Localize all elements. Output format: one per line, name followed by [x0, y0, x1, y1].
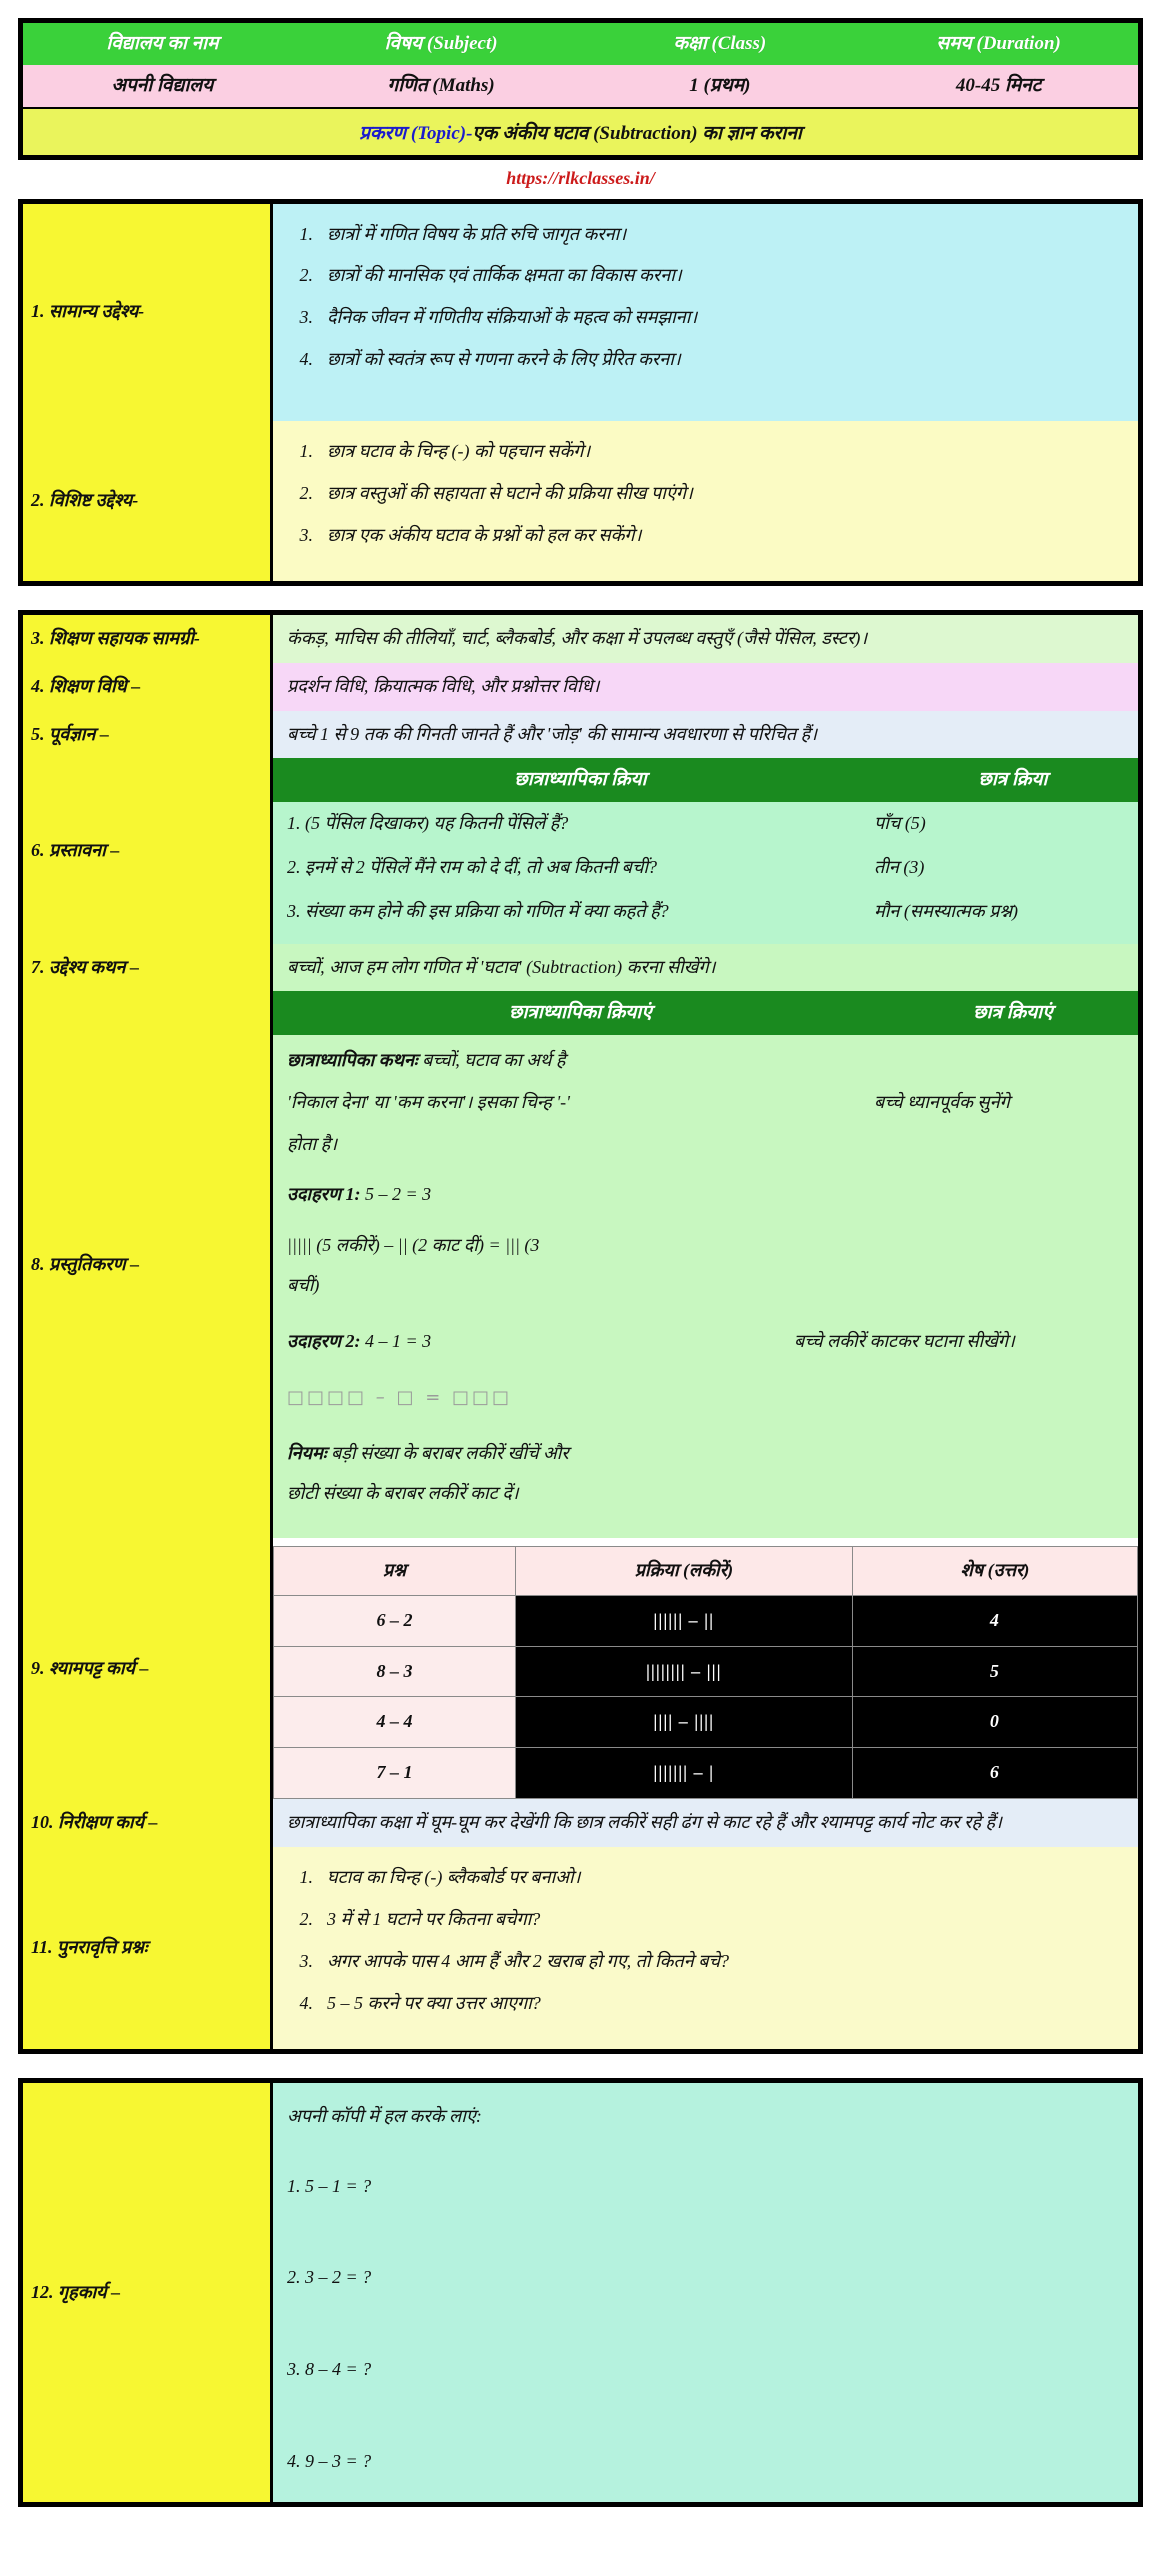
- introduction-label: 6. प्रस्तावना –: [23, 758, 273, 943]
- homework-item: 2. 3 – 2 = ?: [287, 2267, 372, 2288]
- intro-question: 3. संख्या कम होने की इस प्रक्रिया को गणित में क्या कहते हैं?: [287, 900, 669, 921]
- spacer: [287, 557, 1124, 571]
- item-number: 1.: [299, 1867, 313, 1888]
- student-activities-header: छात्र क्रियाएं: [973, 1002, 1053, 1024]
- list-item: [287, 255, 1124, 297]
- item-text: छात्रों की मानसिक एवं तार्किक क्षमता का विकास करना।: [327, 265, 682, 286]
- intro-qa-item: [287, 802, 1124, 846]
- sign-explanation: 'निकाल देना' या 'कम करना'। इसका चिन्ह '-': [287, 1091, 571, 1112]
- table-row: [274, 1595, 1138, 1646]
- homework-block: [18, 2078, 1143, 2507]
- example-2-line: [287, 1328, 794, 1356]
- section-gap: [18, 586, 1143, 610]
- list-item: [287, 339, 1124, 381]
- header-val-class: 1 (प्रथम): [581, 65, 860, 107]
- list-item: [287, 1983, 1124, 2025]
- materials-label: 3. शिक्षण सहायक सामग्री-: [23, 615, 273, 663]
- teacher-activities-header: छात्राध्यापिका क्रियाएं: [509, 1002, 652, 1024]
- prior-knowledge-text: बच्चे 1 से 9 तक की गिनती जानते हैं और 'जोड़' की सामान्य अवधारणा से परिचित हैं।: [273, 711, 1138, 759]
- rule-label: नियमः: [287, 1442, 327, 1463]
- supervision-row: [23, 1799, 1138, 1847]
- example-1-text: 5 – 2 = 3: [365, 1183, 432, 1204]
- blackboard-table: [273, 1546, 1138, 1799]
- header-block: [18, 18, 1143, 160]
- intro-question: 1. (5 पेंसिल दिखाकर) यह कितनी पेंसिलें हैं?: [287, 812, 569, 833]
- cell-question: 6 – 2: [274, 1595, 516, 1646]
- list-item: [287, 1857, 1124, 1899]
- item-text: छात्र वस्तुओं की सहायता से घटाने की प्रक्रिया सीख पाएंगे।: [327, 482, 693, 503]
- general-objectives-label: 1. सामान्य उद्देश्य-: [23, 204, 273, 422]
- method-label: 4. शिक्षण विधि –: [23, 663, 273, 711]
- method-row: [23, 663, 1138, 711]
- introduction-activity-band: [273, 758, 1138, 801]
- general-objectives-row: [23, 204, 1138, 422]
- item-number: 3.: [299, 524, 313, 545]
- item-number: 4.: [299, 349, 313, 370]
- main-block: [18, 610, 1143, 2054]
- revision-questions-row: [23, 1847, 1138, 2049]
- header-column-values: [23, 65, 1138, 107]
- specific-objectives-list: [287, 431, 1124, 557]
- cell-answer: 0: [852, 1697, 1137, 1748]
- aim-statement-label: 7. उद्देश्य कथन –: [23, 944, 273, 992]
- cell-process: |||||||| – |||: [515, 1646, 852, 1697]
- cell-process: |||| – ||||: [515, 1697, 852, 1748]
- prior-knowledge-label: 5. पूर्वज्ञान –: [23, 711, 273, 759]
- spacer: [287, 381, 1124, 411]
- cell-answer: 6: [852, 1748, 1137, 1799]
- header-col-school: विद्यालय का नाम: [23, 23, 302, 65]
- spacer: [287, 2298, 1124, 2350]
- student-activity-header: छात्र क्रिया: [978, 769, 1048, 791]
- spacer: [287, 1514, 1124, 1528]
- cell-process: |||||| – ||: [515, 1595, 852, 1646]
- list-item: [287, 515, 1124, 557]
- table-row: [274, 1748, 1138, 1799]
- objectives-block: [18, 199, 1143, 586]
- header-col-duration: समय (Duration): [859, 23, 1138, 65]
- revision-questions-list: [287, 1857, 1124, 2025]
- item-text: घटाव का चिन्ह (-) ब्लैकबोर्ड पर बनाओ।: [327, 1867, 581, 1888]
- item-number: 2.: [299, 1908, 313, 1929]
- blackboard-work-body: [273, 1538, 1138, 1799]
- rule-text-cont: छोटी संख्या के बराबर लकीरें काट दें।: [287, 1482, 519, 1503]
- cell-question: 8 – 3: [274, 1646, 516, 1697]
- item-number: 4.: [299, 1992, 313, 2013]
- item-number: 2.: [299, 482, 313, 503]
- student-listening-note: बच्चे ध्यानपूर्वक सुनेंगे: [874, 1091, 1010, 1112]
- introduction-body: [273, 758, 1138, 943]
- table-header-row: [274, 1546, 1138, 1595]
- col-answer: शेष (उत्तर): [852, 1546, 1137, 1595]
- introduction-row: [23, 758, 1138, 943]
- prior-knowledge-row: [23, 711, 1138, 759]
- header-col-subject: विषय (Subject): [302, 23, 581, 65]
- supervision-label: 10. निरीक्षण कार्य –: [23, 1799, 273, 1847]
- cell-answer: 4: [852, 1595, 1137, 1646]
- cell-answer: 5: [852, 1646, 1137, 1697]
- homework-item: 3. 8 – 4 = ?: [287, 2359, 372, 2380]
- intro-answer: तीन (3): [874, 856, 925, 877]
- website-url[interactable]: https://rlkclasses.in/: [18, 160, 1143, 199]
- tally-line-1: ||||| (5 लकीरें) – || (2 काट दीं) = ||| (3: [287, 1235, 540, 1256]
- spacer: [287, 2390, 1124, 2442]
- aim-statement-text: बच्चों, आज हम लोग गणित में 'घटाव' (Subtraction) करना सीखेंगे।: [273, 944, 1138, 992]
- homework-label: 12. गृहकार्य –: [23, 2083, 273, 2502]
- example-2-student-note: बच्चे लकीरें काटकर घटाना सीखेंगे।: [794, 1331, 1015, 1352]
- teacher-statement-line: [287, 1035, 1124, 1081]
- teacher-statement-text: बच्चों, घटाव का अर्थ है: [422, 1049, 566, 1070]
- blackboard-work-row: [23, 1538, 1138, 1799]
- specific-objectives-row: [23, 421, 1138, 581]
- item-number: 3.: [299, 307, 313, 328]
- tally-line-2: बचीं): [287, 1275, 320, 1296]
- item-text: 3 में से 1 घटाने पर कितना बचेगा?: [327, 1908, 541, 1929]
- example-2-label: उदाहरण 2:: [287, 1331, 361, 1352]
- intro-answer: पाँच (5): [874, 812, 926, 833]
- item-text: छात्र घटाव के चिन्ह (-) को पहचान सकेंगे।: [327, 441, 591, 462]
- specific-objectives-body: [273, 421, 1138, 581]
- intro-qa-item: [287, 890, 1124, 934]
- item-number: 1.: [299, 223, 313, 244]
- presentation-sign-line: [287, 1081, 1124, 1125]
- box-diagram-line: □□□□ – □ = □□□: [287, 1387, 513, 1409]
- intro-question: 2. इनमें से 2 पेंसिलें मैंने राम को दे दीं, तो अब कितनी बचीं?: [287, 856, 658, 877]
- col-process: प्रक्रिया (लकीरें): [515, 1546, 852, 1595]
- table-row: [274, 1646, 1138, 1697]
- list-item: [287, 431, 1124, 473]
- presentation-body: [273, 991, 1138, 1537]
- header-column-titles: [23, 23, 1138, 65]
- item-text: छात्र एक अंकीय घटाव के प्रश्नों को हल कर सकेंगे।: [327, 524, 642, 545]
- general-objectives-list: [287, 214, 1124, 382]
- presentation-label: 8. प्रस्तुतिकरण –: [23, 991, 273, 1537]
- homework-row: [23, 2083, 1138, 2502]
- teacher-activity-header: छात्राध्यापिका क्रिया: [514, 769, 647, 791]
- list-item: [287, 1899, 1124, 1941]
- homework-item: 4. 9 – 3 = ?: [287, 2451, 372, 2472]
- list-item: [287, 214, 1124, 256]
- item-text: अगर आपके पास 4 आम हैं और 2 खराब हो गए, तो कितने बचे?: [327, 1950, 729, 1971]
- header-val-subject: गणित (Maths): [302, 65, 581, 107]
- cell-question: 7 – 1: [274, 1748, 516, 1799]
- item-text: 5 – 5 करने पर क्या उत्तर आएगा?: [327, 1992, 541, 2013]
- topic-value: एक अंकीय घटाव (Subtraction) का ज्ञान कराना: [472, 122, 802, 144]
- general-objectives-body: [273, 204, 1138, 422]
- col-question: प्रश्न: [274, 1546, 516, 1595]
- topic-label: प्रकरण (Topic)-: [359, 122, 473, 144]
- list-item: [287, 473, 1124, 515]
- spacer: [287, 2025, 1124, 2039]
- example-1-line: [287, 1165, 1124, 1215]
- intro-answer: मौन (समस्यात्मक प्रश्न): [874, 900, 1019, 921]
- revision-questions-body: [273, 1847, 1138, 2049]
- item-number: 2.: [299, 265, 313, 286]
- presentation-row: [23, 991, 1138, 1537]
- homework-item: 1. 5 – 1 = ?: [287, 2175, 372, 2196]
- list-item: [287, 1941, 1124, 1983]
- intro-qa-item: [287, 846, 1124, 890]
- item-text: दैनिक जीवन में गणितीय संक्रियाओं के महत्व को समझाना।: [327, 307, 698, 328]
- homework-intro: अपनी कॉपी में हल करके लाएं:: [287, 2105, 482, 2126]
- materials-row: [23, 615, 1138, 663]
- spacer: [287, 2206, 1124, 2258]
- sign-explanation-cont: होता है।: [287, 1133, 338, 1154]
- example-2-row: [287, 1306, 1124, 1364]
- method-text: प्रदर्शन विधि, क्रियात्मक विधि, और प्रश्नोत्तर विधि।: [273, 663, 1138, 711]
- item-number: 3.: [299, 1950, 313, 1971]
- blackboard-work-label: 9. श्यामपट्ट कार्य –: [23, 1538, 273, 1799]
- revision-questions-label: 11. पुनरावृत्ति प्रश्नः: [23, 1847, 273, 2049]
- specific-objectives-label: 2. विशिष्ट उद्देश्य-: [23, 421, 273, 581]
- spacer: [287, 2137, 1124, 2167]
- section-gap: [18, 2054, 1143, 2078]
- supervision-text: छात्राध्यापिका कक्षा में घूम-घूम कर देखेंगी कि छात्र लकीरें सही ढंग से काट रहे हैं और श्यामपट्ट कार्य नोट कर रहे हैं।: [273, 1799, 1138, 1847]
- cell-process: ||||||| – |: [515, 1748, 852, 1799]
- teacher-statement-label: छात्राध्यापिका कथनः: [287, 1049, 418, 1070]
- item-text: छात्रों को स्वतंत्र रूप से गणना करने के लिए प्रेरित करना।: [327, 349, 681, 370]
- presentation-activity-band: [273, 991, 1138, 1034]
- homework-body: [273, 2083, 1138, 2502]
- list-item: [287, 297, 1124, 339]
- header-val-duration: 40-45 मिनट: [859, 65, 1138, 107]
- item-number: 1.: [299, 441, 313, 462]
- item-text: छात्रों में गणित विषय के प्रति रुचि जागृत करना।: [327, 223, 627, 244]
- aim-statement-row: [23, 944, 1138, 992]
- rule-text: बड़ी संख्या के बराबर लकीरें खींचें और: [331, 1442, 569, 1463]
- example-2-text: 4 – 1 = 3: [365, 1331, 432, 1352]
- rule-line: [287, 1418, 1124, 1474]
- table-row: [274, 1697, 1138, 1748]
- topic-row: [23, 107, 1138, 155]
- header-col-class: कक्षा (Class): [581, 23, 860, 65]
- materials-text: कंकड़, माचिस की तीलियाँ, चार्ट, ब्लैकबोर्ड, और कक्षा में उपलब्ध वस्तुएँ (जैसे पेंसिल, डस्टर)।: [273, 615, 1138, 663]
- cell-question: 4 – 4: [274, 1697, 516, 1748]
- header-val-school: अपनी विद्यालय: [23, 65, 302, 107]
- example-1-label: उदाहरण 1:: [287, 1183, 361, 1204]
